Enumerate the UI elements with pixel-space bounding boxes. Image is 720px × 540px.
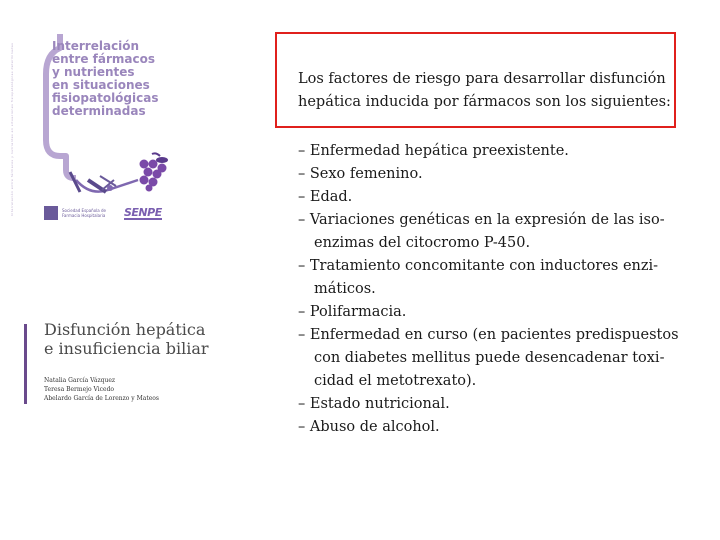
cover-vertical-text: Interrelación entre fármacos y nutrientes en situaciones fisiopatológicas determinadas	[10, 42, 14, 216]
book-title-line: Disfunción hepática	[44, 320, 206, 339]
book-cover	[0, 0, 270, 540]
list-item-text: – Polifarmacia.	[298, 304, 407, 320]
cover-title-line: entre fármacos	[52, 52, 155, 66]
list-item	[298, 163, 658, 186]
cover-title-line: determinadas	[52, 104, 146, 118]
list-item-text: – Tratamiento concomitante con inductores enzi-	[298, 258, 659, 274]
society-logo	[44, 206, 116, 220]
intro-paragraph	[298, 68, 671, 114]
list-item	[298, 209, 665, 255]
list-item-text: – Edad.	[298, 189, 353, 205]
list-item	[298, 393, 658, 416]
author-name: Natalia García Vázquez	[44, 377, 116, 384]
list-item-continuation: enzimas del citocromo P-450.	[314, 235, 531, 251]
book-title	[44, 320, 209, 358]
book-title-line: e insuficiencia biliar	[44, 339, 209, 358]
list-item-text: – Enfermedad en curso (en pacientes predispuestos	[298, 327, 679, 343]
grapes-icon	[134, 152, 170, 192]
list-item-continuation: cidad el metotrexato).	[314, 373, 477, 389]
list-item-text: – Variaciones genéticas en la expresión de las iso-	[298, 212, 665, 228]
authors-list	[44, 376, 159, 403]
list-item	[298, 416, 658, 439]
cover-series-title	[52, 40, 182, 118]
senpe-logo: SENPE	[124, 206, 162, 219]
risk-factors-list	[298, 140, 679, 439]
list-item	[298, 301, 658, 324]
cover-title-line: Interrelación	[52, 39, 140, 53]
list-item-text: – Abuso de alcohol.	[298, 419, 440, 435]
list-item-text: – Enfermedad hepática preexistente.	[298, 143, 569, 159]
list-item	[298, 324, 679, 393]
list-item	[298, 186, 658, 209]
list-item-text: – Sexo femenino.	[298, 166, 423, 182]
list-item-text: – Estado nutricional.	[298, 396, 450, 412]
society-logo-mark	[44, 206, 58, 220]
list-item-continuation: máticos.	[314, 281, 376, 297]
intro-line: hepática inducida por fármacos son los siguientes:	[298, 94, 671, 110]
author-name: Teresa Bermejo Vicedo	[44, 386, 115, 393]
list-item	[298, 255, 658, 301]
cover-accent-bar	[24, 324, 27, 404]
society-logo-text: Sociedad Española de Farmacia Hospitalaria	[62, 208, 106, 218]
author-name: Abelardo García de Lorenzo y Mateos	[44, 395, 159, 402]
list-item-continuation: con diabetes mellitus puede desencadenar toxi-	[314, 350, 665, 366]
intro-line: Los factores de riesgo para desarrollar disfunción	[298, 71, 666, 87]
list-item	[298, 140, 658, 163]
cover-title-line: y nutrientes	[52, 65, 135, 79]
cover-title-line: fisiopatológicas	[52, 91, 159, 105]
cover-title-line: en situaciones	[52, 78, 150, 92]
